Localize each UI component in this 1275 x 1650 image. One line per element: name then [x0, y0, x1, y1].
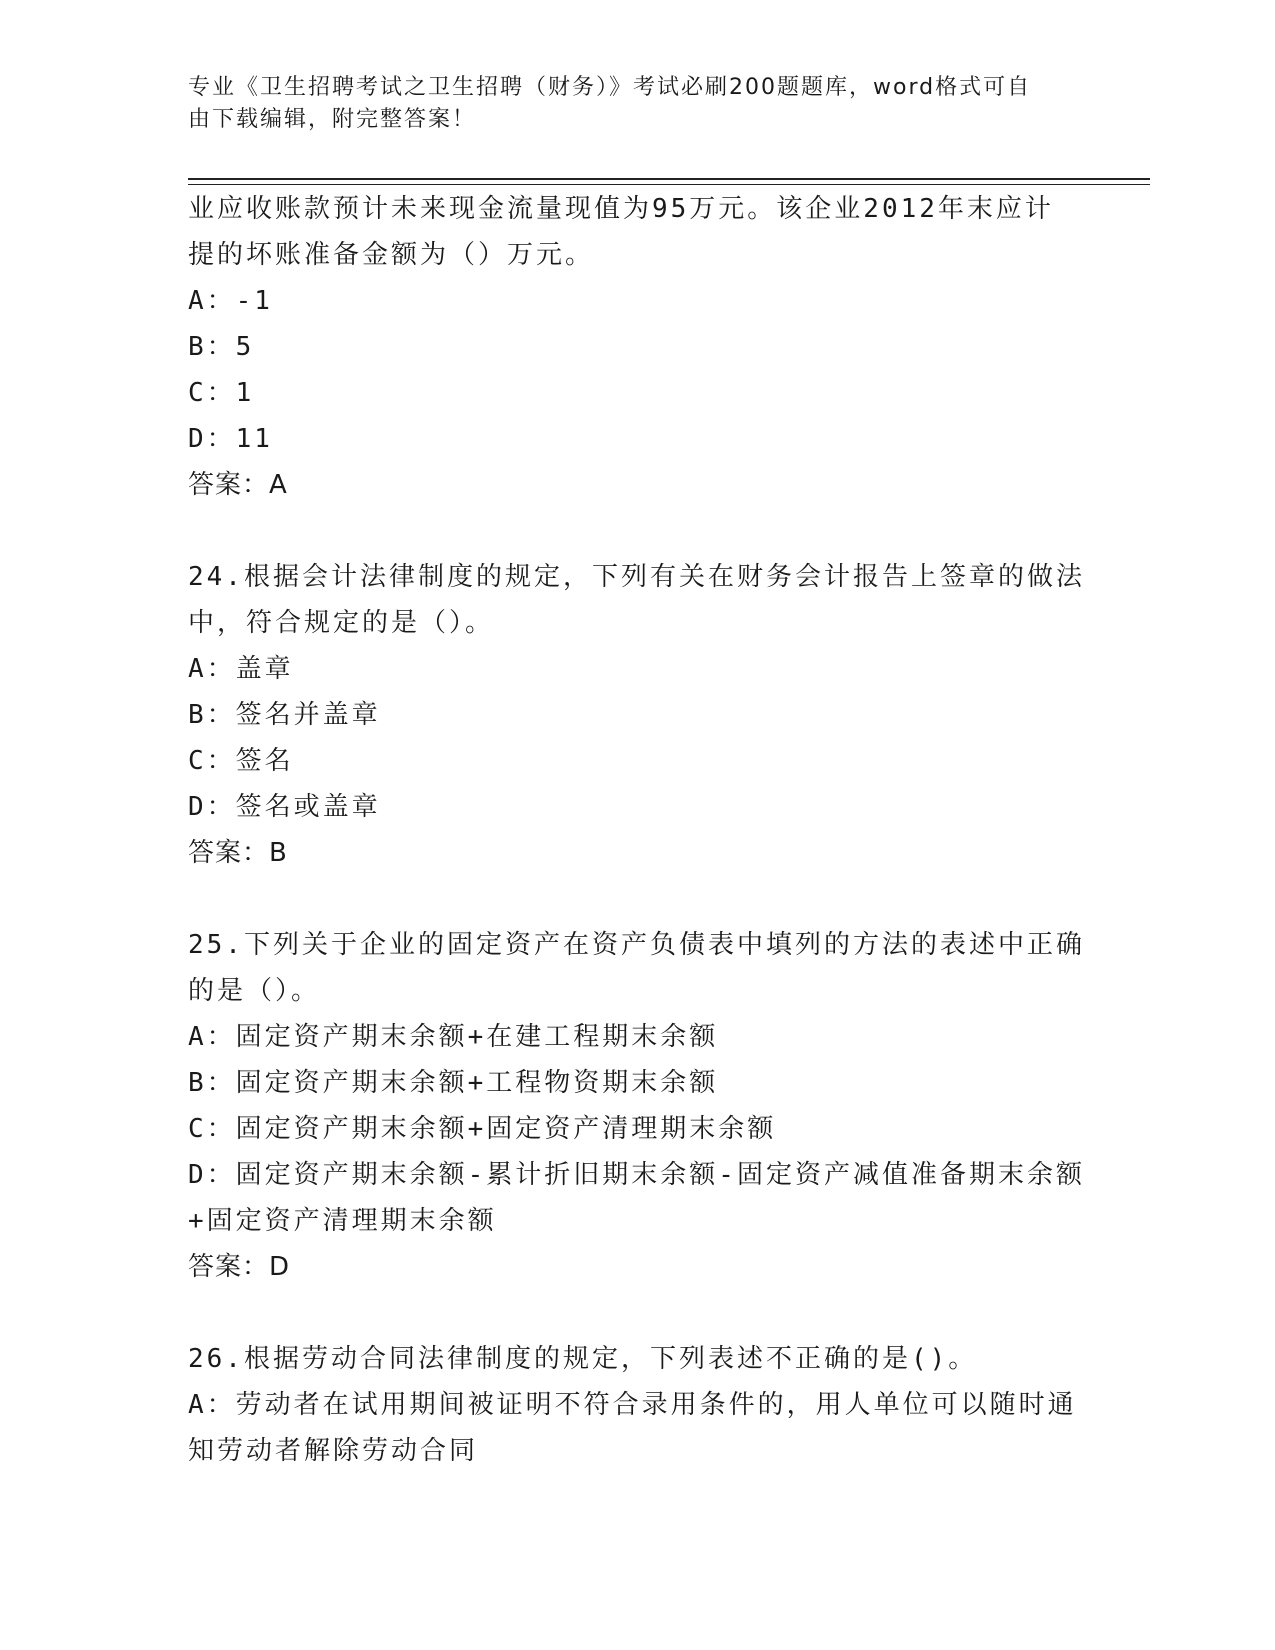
- question-stem-line: 25.下列关于企业的固定资产在资产负债表中填列的方法的表述中正确: [188, 930, 1085, 960]
- option-a: A：-1: [188, 286, 273, 316]
- question-stem-line: 中，符合规定的是（）。: [188, 608, 495, 638]
- option-a-continuation: 知劳动者解除劳动合同: [188, 1436, 479, 1466]
- option-d: D：签名或盖章: [188, 792, 381, 822]
- option-b: B：签名并盖章: [188, 700, 381, 730]
- question-stem-line: 业应收账款预计未来现金流量现值为95万元。该企业2012年末应计: [188, 194, 1054, 224]
- option-a: A：劳动者在试用期间被证明不符合录用条件的，用人单位可以随时通: [188, 1390, 1077, 1420]
- option-c: C：签名: [188, 746, 294, 776]
- option-d: D：固定资产期末余额-累计折旧期末余额-固定资产减值准备期末余额: [188, 1160, 1085, 1190]
- answer-line: 答案：D: [188, 1252, 291, 1282]
- question-25: [188, 922, 1088, 1290]
- question-26: [188, 1336, 1088, 1474]
- question-stem-line: 的是（）。: [188, 976, 321, 1006]
- answer-line: 答案：A: [188, 470, 288, 500]
- header-divider-thick: [188, 178, 1150, 180]
- option-b: B：固定资产期末余额+工程物资期末余额: [188, 1068, 719, 1098]
- option-c: C：固定资产期末余额+固定资产清理期末余额: [188, 1114, 777, 1144]
- option-c: C：1: [188, 378, 255, 408]
- option-d-continuation: +固定资产清理期末余额: [188, 1206, 497, 1236]
- question-stem-line: 24.根据会计法律制度的规定，下列有关在财务会计报告上签章的做法: [188, 562, 1085, 592]
- document-header: [188, 72, 1068, 136]
- question-stem-line: 提的坏账准备金额为（）万元。: [188, 240, 595, 270]
- header-line-1: 专业《卫生招聘考试之卫生招聘（财务）》考试必刷200题题库，word格式可自: [188, 75, 1032, 100]
- header-divider-thin: [188, 184, 1150, 185]
- question-24: [188, 554, 1088, 876]
- spacer: [188, 876, 1088, 922]
- header-line-2: 由下载编辑，附完整答案！: [188, 107, 477, 132]
- spacer: [188, 1290, 1088, 1336]
- question-content: [188, 186, 1088, 1474]
- option-b: B：5: [188, 332, 255, 362]
- answer-line: 答案：B: [188, 838, 288, 868]
- option-d: D：11: [188, 424, 273, 454]
- spacer: [188, 508, 1088, 554]
- option-a: A：盖章: [188, 654, 294, 684]
- question-23: [188, 186, 1088, 508]
- option-a: A：固定资产期末余额+在建工程期末余额: [188, 1022, 719, 1052]
- question-stem-line: 26.根据劳动合同法律制度的规定，下列表述不正确的是()。: [188, 1344, 978, 1374]
